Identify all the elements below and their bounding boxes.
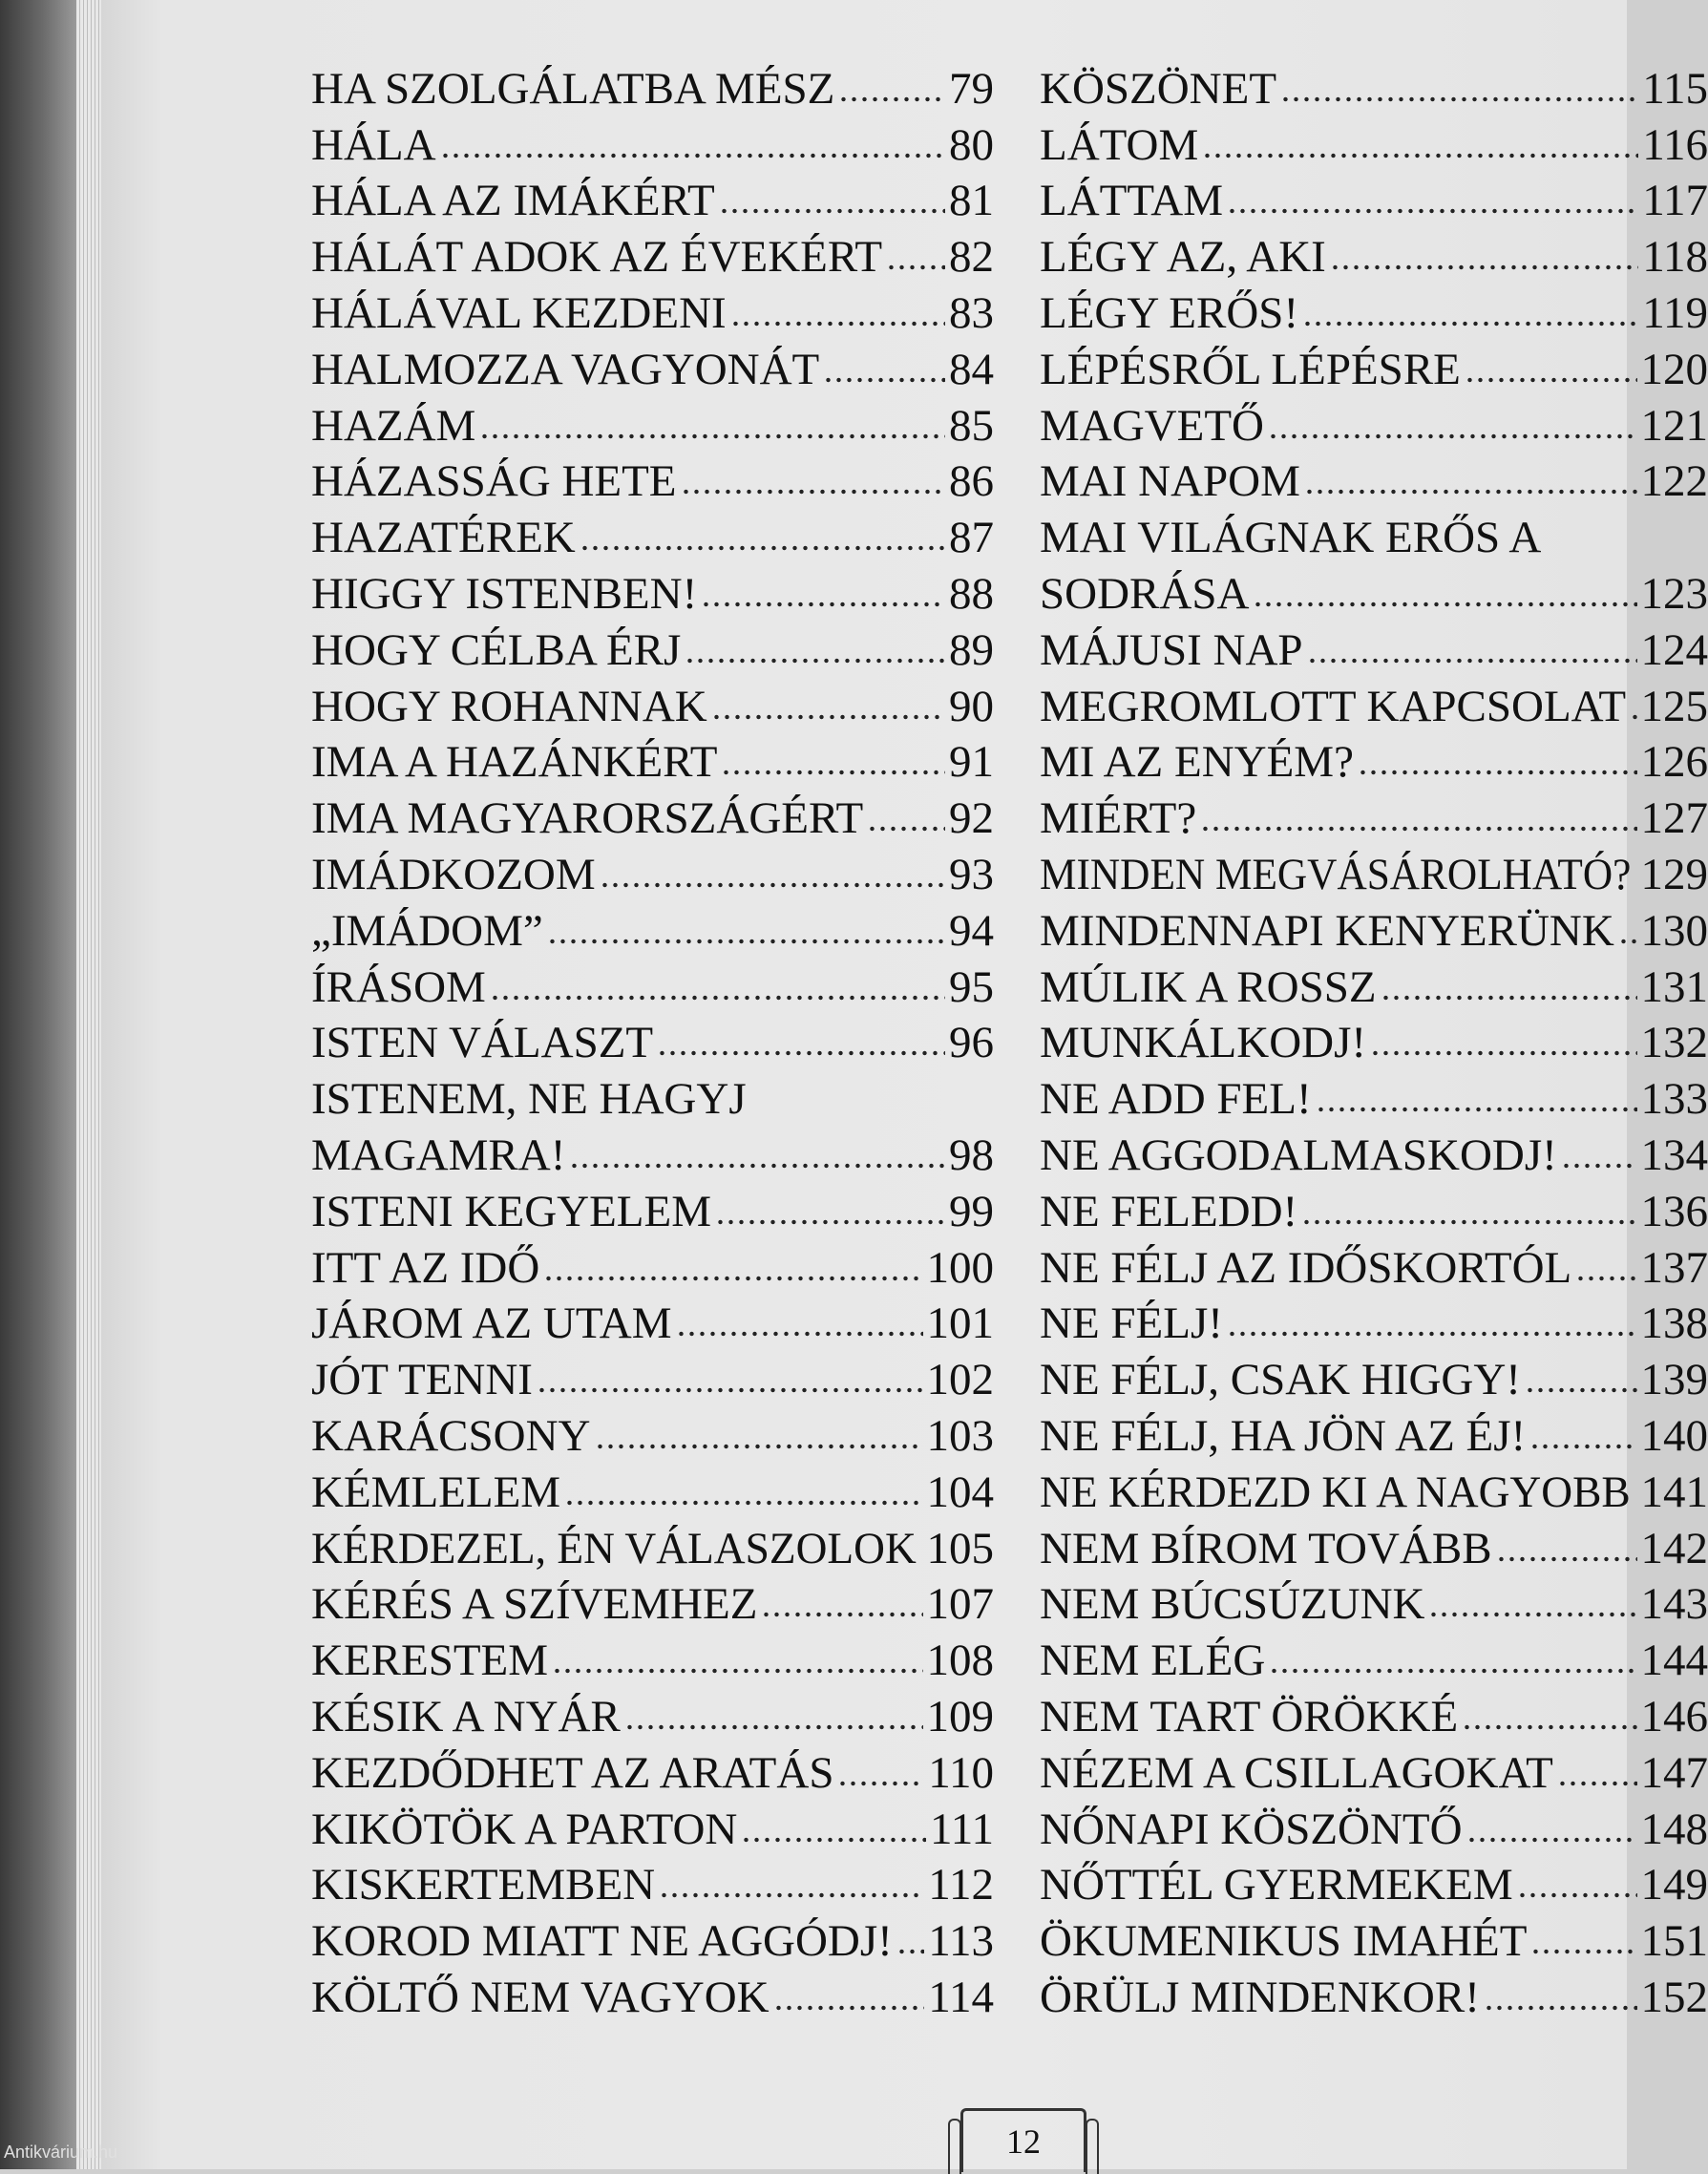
toc-entry-page: 88 (949, 572, 994, 617)
dot-leader (837, 1779, 924, 1788)
dot-leader (1307, 656, 1637, 665)
toc-entry-title: MIÉRT? (1040, 796, 1196, 841)
toc-entry (311, 392, 994, 449)
dot-leader (1428, 1610, 1636, 1619)
dot-leader (600, 880, 945, 890)
toc-entry-page: 103 (927, 1414, 995, 1459)
book-spine (0, 0, 76, 2169)
dot-leader (721, 768, 945, 777)
toc-entry-page: 80 (949, 123, 994, 168)
dot-leader (711, 712, 945, 722)
toc-entry (1040, 954, 1708, 1010)
toc-entry-page: 92 (949, 796, 994, 841)
toc-entry-title: NŐTTÉL GYERMEKEM (1040, 1863, 1513, 1908)
dot-leader (1358, 768, 1637, 777)
dot-leader (1253, 600, 1636, 609)
toc-entry-page: 142 (1641, 1527, 1708, 1572)
toc-entry (311, 729, 994, 786)
dot-leader (659, 1890, 924, 1900)
dot-leader (823, 375, 945, 385)
dot-leader (838, 95, 945, 104)
toc-entry-title: LÁTOM (1040, 123, 1198, 168)
toc-entry-title: „IMÁDOM” (311, 909, 543, 954)
toc-entry-title: LÉPÉSRŐL LÉPÉSRE (1040, 348, 1461, 392)
toc-entry (1040, 1403, 1708, 1459)
toc-entry (311, 785, 994, 841)
toc-entry-page: 94 (949, 909, 994, 954)
dot-leader (580, 543, 945, 553)
toc-entry-page: 118 (1642, 235, 1708, 280)
toc-entry-title: NEM BÍROM TOVÁBB (1040, 1527, 1492, 1572)
toc-entry-page: 138 (1641, 1301, 1708, 1346)
toc-entry (1040, 1515, 1708, 1572)
toc-entry-title: NŐNAPI KÖSZÖNTŐ (1040, 1807, 1463, 1852)
dot-leader (1545, 543, 1704, 553)
toc-entry-title: KÉRDEZEL, ÉN VÁLASZOLOK (311, 1527, 896, 1572)
toc-entry (311, 954, 994, 1010)
toc-entry-title: ISTENEM, NE HAGYJ (311, 1077, 747, 1122)
toc-entry-title: MI AZ ENYÉM? (1040, 740, 1354, 785)
toc-entry (1040, 560, 1708, 617)
dot-leader (719, 206, 945, 216)
toc-entry (311, 1122, 994, 1178)
toc-entry-title: NE FÉLJ, HA JÖN AZ ÉJ! (1040, 1414, 1526, 1459)
toc-entry (311, 617, 994, 673)
toc-entry-page: 91 (949, 740, 994, 785)
toc-entry-page: 137 (1641, 1246, 1708, 1291)
toc-entry-page: 149 (1641, 1863, 1708, 1908)
toc-entry-title: NEM ELÉG (1040, 1638, 1265, 1683)
toc-entry-page: 102 (927, 1358, 995, 1403)
toc-entry-title: KÉSIK A NYÁR (311, 1695, 621, 1740)
toc-entry-page: 131 (1641, 965, 1708, 1010)
dot-leader (1304, 487, 1637, 496)
toc-entry (1040, 1459, 1708, 1515)
toc-entry (311, 560, 994, 617)
toc-entry (1040, 729, 1708, 786)
toc-entry (311, 1740, 994, 1796)
toc-entry-page: 124 (1641, 628, 1708, 673)
dot-leader (741, 1835, 926, 1845)
toc-entry (311, 673, 994, 729)
toc-entry (1040, 897, 1708, 954)
toc-entry (311, 55, 994, 112)
toc-entry-page: 93 (949, 853, 994, 897)
toc-entry-page: 107 (927, 1582, 995, 1627)
dot-leader (1462, 1722, 1636, 1732)
toc-entry-title: ISTENI KEGYELEM (311, 1190, 711, 1235)
toc-entry-page: 90 (949, 685, 994, 729)
toc-entry (1040, 1740, 1708, 1796)
toc-entry-page: 125 (1641, 685, 1708, 729)
toc-entry-title: MAGAMRA! (311, 1133, 565, 1178)
toc-entry-title: HA SZOLGÁLATBA MÉSZ (311, 67, 834, 112)
toc-entry-page: 122 (1641, 459, 1708, 504)
dot-leader (1330, 263, 1638, 272)
dot-leader (1496, 1554, 1637, 1564)
toc-entry-page: 140 (1641, 1414, 1708, 1459)
toc-entry-page: 143 (1641, 1582, 1708, 1627)
toc-entry-page: 87 (949, 516, 994, 560)
toc-entry-title: MUNKÁLKODJ! (1040, 1021, 1366, 1066)
toc-entry (311, 168, 994, 224)
dot-leader (1561, 1161, 1637, 1171)
toc-entry-page: 96 (949, 1021, 994, 1066)
toc-entry-title: JÓT TENNI (311, 1358, 533, 1403)
toc-entry-page: 108 (927, 1638, 995, 1683)
dot-leader (479, 432, 945, 441)
dot-leader (1301, 1217, 1636, 1227)
toc-entry (311, 504, 994, 560)
toc-entry-title: MEGROMLOTT KAPCSOLAT (1040, 685, 1626, 729)
toc-entry-title: HÁLÁVAL KEZDENI (311, 291, 727, 336)
toc-entry-title: MAI NAPOM (1040, 459, 1300, 504)
toc-entry-title: IMA A HAZÁNKÉRT (311, 740, 717, 785)
toc-entry-page: 113 (928, 1919, 994, 1964)
toc-entry-title: NE KÉRDEZD KI A NAGYOBB (1040, 1470, 1612, 1515)
toc-entry-title: HÁLA AZ IMÁKÉRT (311, 179, 715, 223)
toc-entry (1040, 785, 1708, 841)
dot-leader (750, 1105, 990, 1114)
toc-entry (311, 1852, 994, 1909)
toc-entry-page: 109 (927, 1695, 995, 1740)
toc-entry (1040, 55, 1708, 112)
toc-entry (1040, 1683, 1708, 1740)
toc-entry (1040, 223, 1708, 280)
toc-entry-page: 99 (949, 1190, 994, 1235)
toc-entry-page: 81 (949, 179, 994, 223)
toc-entry (1040, 449, 1708, 505)
toc-entry-title: NEM TART ÖRÖKKÉ (1040, 1695, 1458, 1740)
toc-entry-title: ÖKUMENIKUS IMAHÉT (1040, 1919, 1527, 1964)
toc-entry (1040, 1627, 1708, 1683)
toc-entry-title: KISKERTEMBEN (311, 1863, 655, 1908)
dot-leader (1630, 712, 1636, 722)
toc-entry-page: 119 (1642, 291, 1708, 336)
toc-column-right (1040, 55, 1708, 2020)
toc-entry (311, 336, 994, 392)
toc-entry (311, 1235, 994, 1291)
dot-leader (1316, 1105, 1637, 1114)
toc-entry-title: ÖRÜLJ MINDENKOR! (1040, 1975, 1480, 2020)
toc-entry (1040, 1572, 1708, 1628)
toc-entry-title: HOGY ROHANNAK (311, 685, 707, 729)
dot-leader (1634, 1498, 1637, 1508)
dot-leader (440, 151, 945, 160)
dot-leader (1268, 432, 1637, 441)
toc-entry (311, 112, 994, 168)
toc-entry-title: KÖLTŐ NEM VAGYOK (311, 1975, 770, 2020)
dot-leader (1484, 2003, 1637, 2013)
dot-leader (657, 1048, 945, 1058)
toc-entry (1040, 1852, 1708, 1909)
toc-entry (1040, 617, 1708, 673)
toc-entry-title: ITT AZ IDŐ (311, 1246, 539, 1291)
toc-entry-title: KÖSZÖNET (1040, 67, 1276, 112)
toc-entry-page: 123 (1641, 572, 1708, 617)
toc-entry-page: 105 (927, 1527, 995, 1572)
dot-leader (569, 1161, 945, 1171)
toc-entry-page: 120 (1641, 348, 1708, 392)
toc-entry-title: NE AGGODALMASKODJ! (1040, 1133, 1557, 1178)
toc-entry (311, 1291, 994, 1347)
toc-entry-title: KÉRÉS A SZÍVEMHEZ (311, 1582, 757, 1627)
dot-leader (1618, 937, 1637, 946)
toc-entry (311, 1066, 994, 1122)
dot-leader (595, 1442, 923, 1451)
toc-entry (1040, 280, 1708, 336)
dot-leader (1634, 880, 1637, 890)
toc-entry-page: 82 (949, 235, 994, 280)
toc-entry-title: HAZATÉREK (311, 516, 576, 560)
toc-entry-page: 136 (1641, 1190, 1708, 1235)
toc-entry (1040, 392, 1708, 449)
toc-entry (1040, 112, 1708, 168)
dot-leader (1465, 375, 1637, 385)
toc-entry (1040, 1178, 1708, 1235)
toc-entry (1040, 1066, 1708, 1122)
dot-leader (1529, 1442, 1636, 1451)
toc-entry-page: 129 (1641, 853, 1708, 897)
toc-entry-title: NE FÉLJ, CSAK HIGGY! (1040, 1358, 1521, 1403)
toc-entry-title: MAGVETŐ (1040, 404, 1264, 449)
dot-leader (676, 1329, 923, 1339)
toc-entry-page: 83 (949, 291, 994, 336)
toc-entry (1040, 1796, 1708, 1852)
toc-entry-page: 130 (1641, 909, 1708, 954)
dot-leader (552, 1666, 922, 1676)
toc-entry (311, 449, 994, 505)
toc-entry-page: 85 (949, 404, 994, 449)
toc-entry-page: 146 (1641, 1695, 1708, 1740)
toc-entry (1040, 1346, 1708, 1403)
toc-entry-page: 112 (928, 1863, 994, 1908)
toc-entry-page: 139 (1641, 1358, 1708, 1403)
toc-entry-page: 100 (927, 1246, 995, 1291)
toc-entry-title: MINDENNAPI KENYERÜNK (1040, 909, 1614, 954)
toc-entry-title: NÉZEM A CSILLAGOKAT (1040, 1751, 1553, 1796)
dot-leader (564, 1498, 922, 1508)
book-page (101, 0, 1627, 2169)
dot-leader (1466, 1835, 1637, 1845)
toc-entry (1040, 1291, 1708, 1347)
toc-entry-title: KIKÖTÖK A PARTON (311, 1807, 737, 1852)
toc-entry-title: SODRÁSA (1040, 572, 1249, 617)
dot-leader (1530, 1947, 1636, 1956)
toc-entry-title: MAI VILÁGNAK ERŐS A (1040, 516, 1541, 560)
dot-leader (681, 487, 945, 496)
toc-entry-title: NE FELEDD! (1040, 1190, 1297, 1235)
toc-column-left (311, 55, 994, 2020)
toc-entry-title: MINDEN MEGVÁSÁROLHATÓ? (1040, 853, 1584, 897)
dot-leader (761, 1610, 922, 1619)
toc-entry (1040, 1964, 1708, 2020)
toc-entry-title: IMA MAGYARORSZÁGÉRT (311, 796, 863, 841)
toc-entry (311, 1403, 994, 1459)
toc-entry (311, 1627, 994, 1683)
toc-entry-page: 151 (1641, 1919, 1708, 1964)
toc-entry-page: 141 (1641, 1470, 1708, 1515)
dot-leader (490, 993, 945, 1003)
toc-entry (311, 223, 994, 280)
toc-entry-page: 152 (1641, 1975, 1708, 2020)
dot-leader (1227, 206, 1638, 216)
dot-leader (701, 600, 945, 609)
toc-entry-page: 132 (1641, 1021, 1708, 1066)
toc-entry (1040, 1010, 1708, 1066)
dot-leader (1575, 1274, 1636, 1283)
toc-entry (311, 1010, 994, 1066)
toc-entry (1040, 1122, 1708, 1178)
toc-entry (1040, 1235, 1708, 1291)
toc-entry-title: NE FÉLJ! (1040, 1301, 1223, 1346)
toc-entry-title: KARÁCSONY (311, 1414, 591, 1459)
toc-entry (1040, 504, 1708, 560)
toc-entry (311, 1964, 994, 2020)
dot-leader (1517, 1890, 1637, 1900)
toc-entry-title: IMÁDKOZOM (311, 853, 596, 897)
toc-entry-title: HÁLÁT ADOK AZ ÉVEKÉRT (311, 235, 882, 280)
toc-entry-page: 79 (949, 67, 994, 112)
toc-entry-page: 84 (949, 348, 994, 392)
toc-entry (1040, 336, 1708, 392)
toc-entry-page: 98 (949, 1133, 994, 1178)
page-number-text: 12 (1006, 2121, 1041, 2162)
dot-leader (773, 2003, 925, 2013)
dot-leader (920, 1554, 923, 1564)
toc-entry (1040, 841, 1708, 897)
toc-entry-title: KERESTEM (311, 1638, 548, 1683)
toc-entry-page: 110 (928, 1751, 994, 1796)
toc-entry (311, 1908, 994, 1964)
toc-entry-page: 121 (1641, 404, 1708, 449)
toc-entry (311, 1515, 994, 1572)
dot-leader (543, 1274, 922, 1283)
toc-entry-title: MÁJUSI NAP (1040, 628, 1303, 673)
toc-entry (311, 280, 994, 336)
toc-entry-title: HALMOZZA VAGYONÁT (311, 348, 819, 392)
toc-entry-title: HAZÁM (311, 404, 475, 449)
toc-entry-title: HIGGY ISTENBEN! (311, 572, 697, 617)
page-edges (76, 0, 101, 2169)
dot-leader (537, 1385, 923, 1395)
toc-entry-title: KÉMLELEM (311, 1470, 560, 1515)
toc-entry-page: 104 (927, 1470, 995, 1515)
dot-leader (685, 656, 945, 665)
toc-entry-page: 89 (949, 628, 994, 673)
toc-entry-page: 134 (1641, 1133, 1708, 1178)
toc-entry-page: 95 (949, 965, 994, 1010)
toc-entry (311, 897, 994, 954)
toc-entry (311, 1459, 994, 1515)
toc-entry (311, 841, 994, 897)
toc-entry-title: ÍRÁSOM (311, 965, 486, 1010)
toc-entry (311, 1683, 994, 1740)
toc-entry-title: LÁTTAM (1040, 179, 1223, 223)
toc-entry-page: 114 (928, 1975, 994, 2020)
dot-leader (1525, 1385, 1637, 1395)
toc-entry-title: NE FÉLJ AZ IDŐSKORTÓL (1040, 1246, 1571, 1291)
toc-entry-page: 101 (927, 1301, 995, 1346)
toc-entry-page: 133 (1641, 1077, 1708, 1122)
toc-entry-page: 115 (1642, 67, 1708, 112)
toc-entry-page: 126 (1641, 740, 1708, 785)
toc-entry-page: 116 (1642, 123, 1708, 168)
toc-entry-title: KOROD MIATT NE AGGÓDJ! (311, 1919, 893, 1964)
dot-leader (1269, 1666, 1636, 1676)
toc-entry-title: LÉGY ERŐS! (1040, 291, 1298, 336)
dot-leader (867, 824, 945, 834)
toc-entry-title: ISTEN VÁLASZT (311, 1021, 653, 1066)
dot-leader (1370, 1048, 1636, 1058)
toc-entry-page: 86 (949, 459, 994, 504)
toc-entry-title: KEZDŐDHET AZ ARATÁS (311, 1751, 833, 1796)
dot-leader (896, 1947, 924, 1956)
toc-entry-title: HOGY CÉLBA ÉRJ (311, 628, 681, 673)
dot-leader (1227, 1329, 1637, 1339)
toc-entry-page: 111 (930, 1807, 994, 1852)
dot-leader (1381, 993, 1637, 1003)
toc-entry-page: 147 (1641, 1751, 1708, 1796)
dot-leader (547, 937, 945, 946)
dot-leader (1302, 319, 1638, 328)
dot-leader (1280, 95, 1638, 104)
toc-entry-title: HÁZASSÁG HETE (311, 459, 677, 504)
watermark-text: Antikvárium.hu (4, 2142, 117, 2163)
toc-entry (311, 1346, 994, 1403)
toc-entry-page: 144 (1641, 1638, 1708, 1683)
toc-entry (311, 1796, 994, 1852)
toc-entry-title: LÉGY AZ, AKI (1040, 235, 1326, 280)
dot-leader (715, 1217, 945, 1227)
toc-entry-page: 148 (1641, 1807, 1708, 1852)
toc-entry-page: 127 (1641, 796, 1708, 841)
toc-entry-title: JÁROM AZ UTAM (311, 1301, 672, 1346)
dot-leader (1202, 151, 1638, 160)
toc-entry-title: NE ADD FEL! (1040, 1077, 1312, 1122)
dot-leader (624, 1722, 923, 1732)
toc-entry (311, 1178, 994, 1235)
toc-entry (1040, 168, 1708, 224)
dot-leader (730, 319, 945, 328)
toc-entry (1040, 673, 1708, 729)
toc-entry (1040, 1908, 1708, 1964)
dot-leader (1557, 1779, 1637, 1788)
toc-entry-title: NEM BÚCSÚZUNK (1040, 1582, 1424, 1627)
toc-entry-title: MÚLIK A ROSSZ (1040, 965, 1377, 1010)
dot-leader (886, 263, 945, 272)
toc-entry (311, 1572, 994, 1628)
page-number (960, 2108, 1086, 2172)
toc-entry-page: 117 (1642, 179, 1708, 223)
toc-entry-title: HÁLA (311, 123, 436, 168)
dot-leader (1200, 824, 1636, 834)
